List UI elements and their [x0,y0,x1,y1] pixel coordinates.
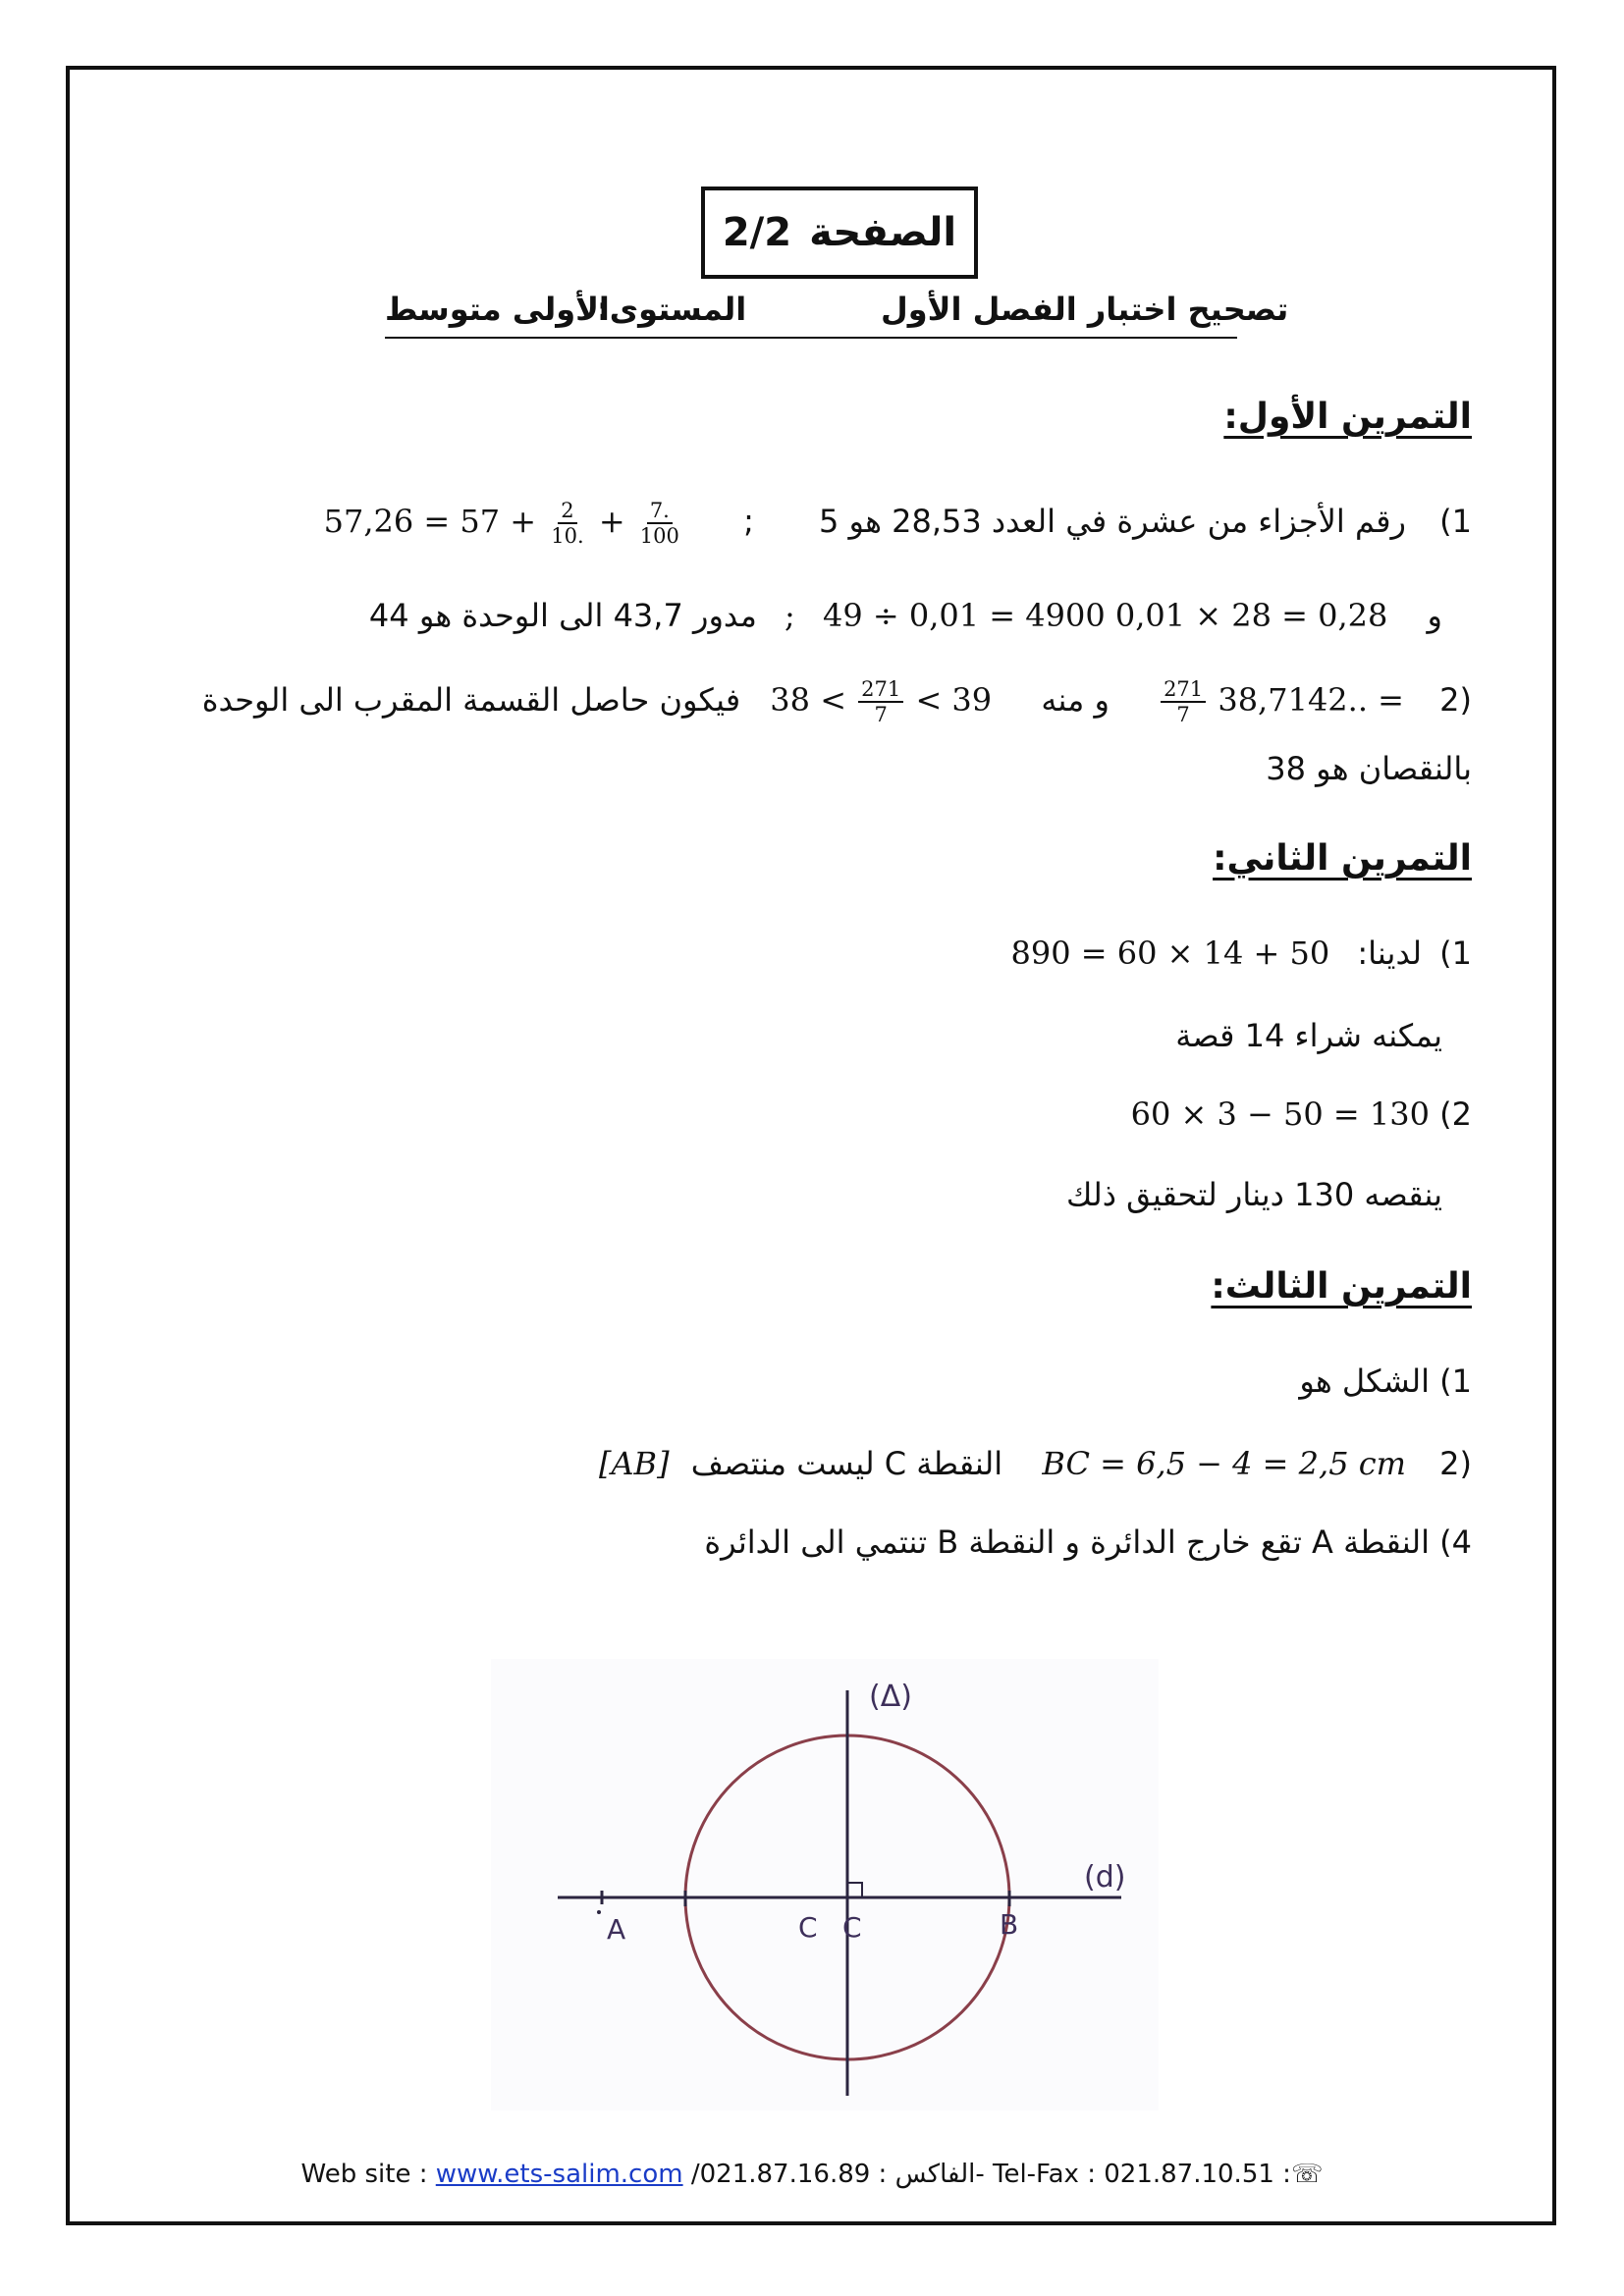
ex1-q1-line2 [369,597,1472,634]
ex1-q1-frac2-num: 7. [647,499,673,524]
ex1-q2-ineq-b: < 39 [915,681,993,720]
ex1-q1-line2-and: و [1427,597,1442,634]
ex1-q2-line2: بالنقصان هو 38 [1266,750,1472,787]
ex3-q2-text: النقطة C ليست منتصف [690,1445,1003,1482]
ex1-q2-text: فيكون حاصل القسمة المقرب الى الوحدة [201,681,741,720]
exercise-3-heading: التمرين الثالث: [1211,1266,1472,1307]
label-b: B [1000,1908,1019,1941]
website-link[interactable]: www.ets-salim.com [435,2160,683,2189]
ex1-q1-expression [324,499,684,548]
exercise-2-heading: التمرين الثاني: [1213,838,1472,879]
ex1-q2-ineq-frac-den: 7 [874,703,888,727]
ex2-q1-conclusion: يمكنه شراء 14 قصة [1175,1017,1442,1054]
ex3-q2-line [599,1445,1472,1482]
ex1-q1-line2-division: 49 ÷ 0,01 = 4900 [822,597,1106,634]
label-delta: (Δ) [869,1680,912,1714]
label-a: A [607,1913,626,1946]
ex2-q2-conclusion: ينقصه 130 دينار لتحقيق ذلك [1066,1176,1442,1213]
point-a-dot [597,1910,601,1914]
ex1-q1-fraction-2 [637,499,682,548]
ex2-q1-line [1010,934,1472,972]
ex1-q2-number: 2) [1439,681,1472,720]
ex2-q1-number: 1) [1439,934,1472,972]
ex3-q1: 1) الشكل هو [1299,1362,1472,1400]
ex1-q1-text: رقم الأجزاء من عشرة في العدد 28,53 هو 5 [819,503,1406,541]
ex2-q2-expression: 60 × 3 − 50 = 130 [1130,1095,1430,1133]
ex1-q2-frac-den: 7 [1176,703,1190,727]
level-label: المستوى: [597,291,747,328]
phone-icon: ☏ [1290,2160,1324,2189]
ex2-q1-label: لدينا: [1357,934,1422,972]
figure-background [491,1659,1159,2110]
ex1-q2-frac-num: 271 [1161,677,1206,703]
ex1-q2-ineq-fraction [858,677,903,726]
ex1-q2-line1 [202,677,1472,726]
ex1-q1-line2-rounding: مدور 43,7 الى الوحدة هو 44 [368,597,757,634]
geometry-figure [491,1659,1159,2110]
level-value: الأولى متوسط [385,291,610,328]
ex1-q2-fraction [1161,677,1206,726]
ex1-q1-frac1-num: 2 [558,499,576,524]
ex1-q2-expr: 38,7142.. = [1218,681,1404,720]
footer [0,2160,1624,2189]
ex1-q1-separator: ; [743,503,754,541]
ex1-q2-and: و منه [1041,681,1110,720]
ex1-q1-line2-product: 0,28 = 28 × 0,01 [1114,597,1388,634]
header-underline [385,337,1237,339]
ex3-q2-expression: BC = 6,5 − 4 = 2,5 cm [1042,1445,1406,1482]
page-word: الصفحة [809,210,957,255]
ex1-q1-plus: + [598,503,625,541]
ex2-q2-number: 2) [1439,1095,1472,1133]
ex3-q2-number: 2) [1439,1445,1472,1482]
ex1-q2-ineq-a: 38 < [770,681,846,720]
ex3-q2-segment: [AB] [598,1445,670,1482]
ex1-q1-number: 1) [1439,503,1472,541]
label-c-left: C [798,1911,818,1944]
label-c-center: C [842,1911,862,1944]
footer-contact: /021.87.16.89 : الفاكس- Tel-Fax : 021.87.10.51 : [682,2160,1291,2189]
ex1-q1-line2-sep: ; [785,597,795,634]
page-number-box [701,187,978,279]
exercise-1-heading: التمرين الأول: [1223,397,1472,437]
footer-prefix: Web site : [300,2160,436,2189]
ex3-q4: 4) النقطة A تقع خارج الدائرة و النقطة B تنتمي الى الدائرة [704,1523,1472,1561]
ex1-q1-line1 [324,499,1472,548]
label-d: (d) [1084,1860,1126,1895]
ex1-q1-expr-a: 57,26 = 57 + [323,503,537,541]
exam-title: تصحيح اختبار الفصل الأول [881,291,1289,328]
ex2-q1-expression: 890 = 60 × 14 + 50 [1010,934,1330,972]
ex1-q1-frac2-den: 100 [639,524,679,549]
page-number: 2/2 [722,210,792,255]
ex2-q2-line [1131,1095,1472,1133]
ex1-q1-frac1-den: 10. [551,524,584,549]
ex1-q1-fraction-1 [548,499,586,548]
ex1-q2-ineq-frac-num: 271 [858,677,903,703]
